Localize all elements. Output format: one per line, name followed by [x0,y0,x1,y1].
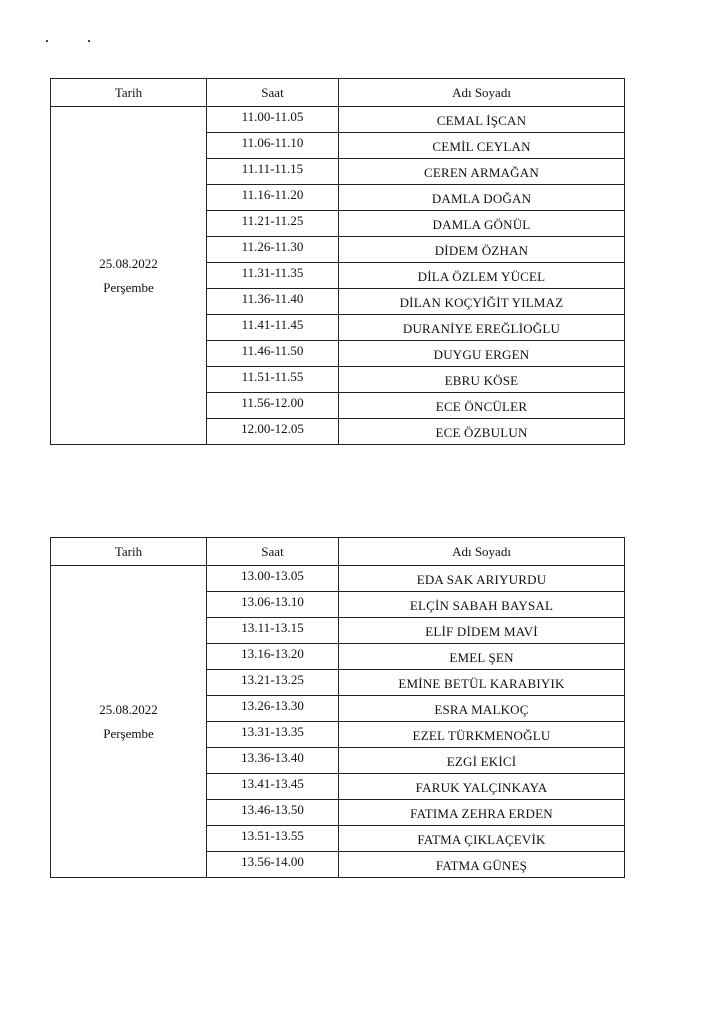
person-name: ECE ÖZBULUN [339,419,625,445]
header-date: Tarih [51,79,207,107]
scan-speck-1 [46,40,48,42]
time-slot: 13.56-14.00 [207,852,339,878]
person-name: EBRU KÖSE [339,367,625,393]
time-slot: 13.16-13.20 [207,644,339,670]
person-name: ELÇİN SABAH BAYSAL [339,592,625,618]
time-slot: 13.46-13.50 [207,800,339,826]
time-slot: 11.16-11.20 [207,185,339,211]
header-name: Adı Soyadı [339,79,625,107]
person-name: ESRA MALKOÇ [339,696,625,722]
time-slot: 11.00-11.05 [207,107,339,133]
time-slot: 11.06-11.10 [207,133,339,159]
time-slot: 11.46-11.50 [207,341,339,367]
person-name: EZGİ EKİCİ [339,748,625,774]
table-row [51,566,625,592]
person-name: EMEL ŞEN [339,644,625,670]
time-slot: 13.00-13.05 [207,566,339,592]
schedule-table-2 [50,537,625,878]
time-slot: 13.21-13.25 [207,670,339,696]
person-name: EDA SAK ARIYURDU [339,566,625,592]
person-name: CEMAL İŞCAN [339,107,625,133]
header-row [51,79,625,107]
schedule-body [51,107,625,445]
time-slot: 11.51-11.55 [207,367,339,393]
person-name: DAMLA DOĞAN [339,185,625,211]
time-slot: 13.36-13.40 [207,748,339,774]
time-slot: 13.11-13.15 [207,618,339,644]
time-slot: 13.51-13.55 [207,826,339,852]
person-name: DAMLA GÖNÜL [339,211,625,237]
person-name: DİLA ÖZLEM YÜCEL [339,263,625,289]
time-slot: 11.31-11.35 [207,263,339,289]
person-name: DİDEM ÖZHAN [339,237,625,263]
schedule-table-1 [50,78,625,445]
session-day: Perşembe [103,279,154,295]
session-date: 25.08.2022 [99,701,158,717]
time-slot: 11.36-11.40 [207,289,339,315]
session-date: 25.08.2022 [99,255,158,271]
time-slot: 11.26-11.30 [207,237,339,263]
time-slot: 11.11-11.15 [207,159,339,185]
time-slot: 11.21-11.25 [207,211,339,237]
person-name: FATMA ÇIKLAÇEVİK [339,826,625,852]
person-name: FARUK YALÇINKAYA [339,774,625,800]
scan-speck-2 [88,40,90,42]
person-name: CEREN ARMAĞAN [339,159,625,185]
header-name: Adı Soyadı [339,538,625,566]
time-slot: 11.41-11.45 [207,315,339,341]
header-date: Tarih [51,538,207,566]
schedule-body [51,566,625,878]
header-time: Saat [207,538,339,566]
person-name: ELİF DİDEM MAVİ [339,618,625,644]
header-time: Saat [207,79,339,107]
person-name: ECE ÖNCÜLER [339,393,625,419]
date-cell [51,566,207,878]
time-slot: 13.26-13.30 [207,696,339,722]
header-row [51,538,625,566]
time-slot: 13.41-13.45 [207,774,339,800]
person-name: EMİNE BETÜL KARABIYIK [339,670,625,696]
person-name: CEMİL CEYLAN [339,133,625,159]
person-name: DURANİYE EREĞLİOĞLU [339,315,625,341]
time-slot: 13.06-13.10 [207,592,339,618]
time-slot: 13.31-13.35 [207,722,339,748]
person-name: DUYGU ERGEN [339,341,625,367]
time-slot: 11.56-12.00 [207,393,339,419]
person-name: FATMA GÜNEŞ [339,852,625,878]
person-name: EZEL TÜRKMENOĞLU [339,722,625,748]
person-name: DİLAN KOÇYİĞİT YILMAZ [339,289,625,315]
person-name: FATIMA ZEHRA ERDEN [339,800,625,826]
date-cell [51,107,207,445]
table-row [51,107,625,133]
session-day: Perşembe [103,725,154,741]
time-slot: 12.00-12.05 [207,419,339,445]
